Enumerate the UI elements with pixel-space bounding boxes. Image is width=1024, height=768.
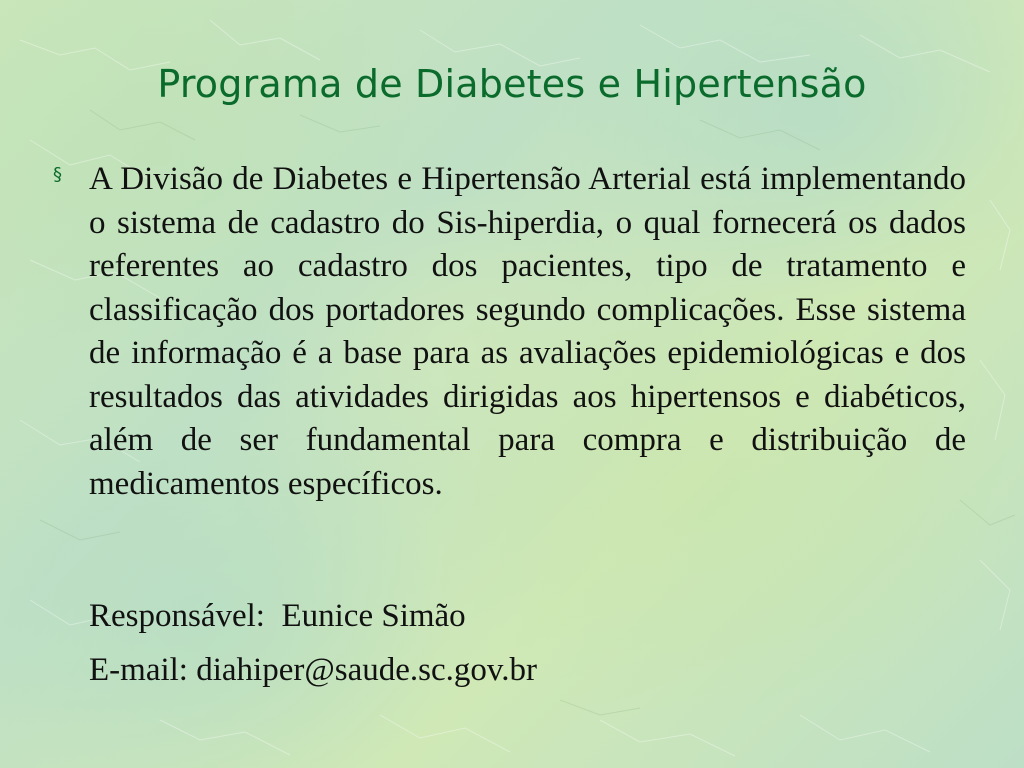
bullet-paragraph: A Divisão de Diabetes e Hipertensão Arterial está implementando o sistema de cadastro do Sis-hiperdia, o qual fornecerá os dados referentes ao cadastro dos pacientes, tipo de tratamento e classificação dos portadores segundo complicações. Esse sistema de informação é a base para as avaliações epidemiológicas e dos resultados das atividades dirigidas aos hipertensos e diabéticos, além de ser fundamental para compra e distribuição de medicamentos específicos. xyxy=(89,161,966,502)
email-line: E-mail: diahiper@saude.sc.gov.br xyxy=(89,652,537,688)
slide-title: Programa de Diabetes e Hipertensão xyxy=(157,62,867,106)
bullet-marker: § xyxy=(53,164,62,185)
responsible-line: Responsável: Eunice Simão xyxy=(89,598,466,634)
